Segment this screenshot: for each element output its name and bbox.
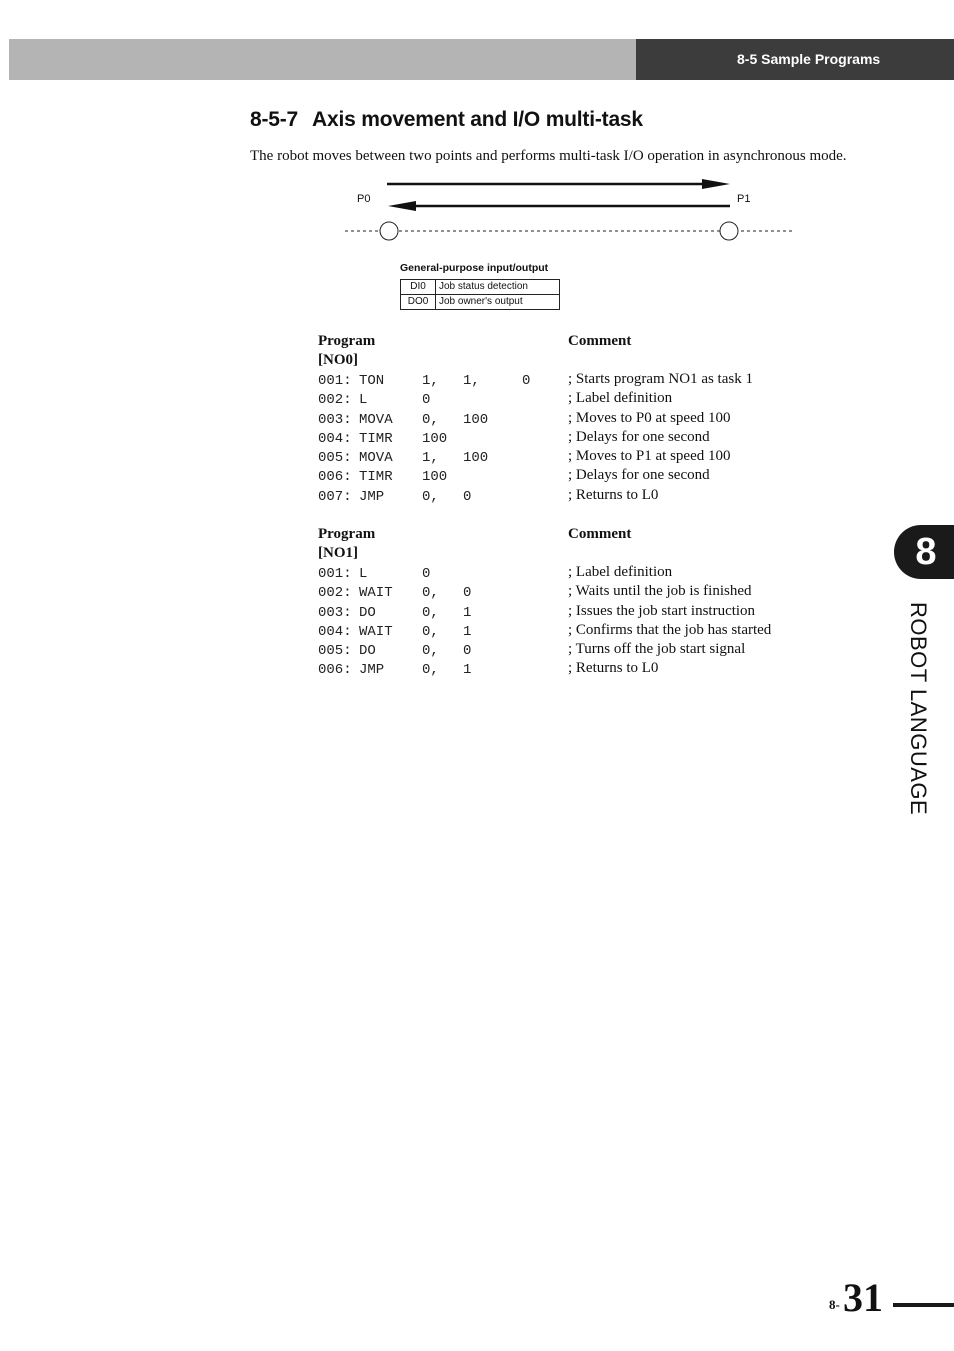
program-line	[318, 410, 838, 429]
line-comment: ; Label definition	[568, 564, 673, 580]
line-command: WAIT	[359, 623, 393, 640]
program-name: [NO1]	[318, 545, 358, 561]
line-comment: ; Moves to P1 at speed 100	[568, 448, 731, 465]
line-comment: ; Returns to L0	[568, 486, 659, 503]
program-line	[318, 564, 838, 583]
line-index: 002:	[318, 585, 352, 602]
page-prefix: 8-	[829, 1297, 840, 1312]
line-arg: 0,	[422, 643, 439, 660]
program-line	[318, 390, 838, 409]
line-comment: ; Confirms that the job has started	[568, 621, 772, 638]
line-arg: 100	[422, 469, 448, 486]
program-line	[318, 467, 838, 486]
line-arg: 1	[463, 623, 472, 640]
line-arg: 0	[422, 566, 431, 582]
program-no1	[318, 526, 838, 680]
line-index: 003:	[318, 411, 352, 428]
line-arg: 0,	[422, 623, 439, 640]
page-rule	[893, 1303, 954, 1307]
arrowhead-left	[388, 201, 416, 211]
line-index: 005:	[318, 450, 352, 467]
intro-paragraph: The robot moves between two points and performs multi-task I/O operation in asynchronous mode.	[250, 148, 847, 164]
motion-diagram	[340, 170, 800, 250]
program-line	[318, 603, 838, 622]
program-line	[318, 622, 838, 641]
line-arg: 100	[422, 430, 448, 447]
line-arg: 0,	[422, 585, 439, 602]
io-row	[401, 295, 560, 310]
io-value: Job status detection	[436, 280, 560, 295]
line-arg: 0	[422, 392, 431, 409]
line-arg: 1,	[463, 373, 480, 389]
line-arg: 0,	[422, 662, 439, 679]
comment-label: Comment	[568, 526, 632, 542]
program-line	[318, 660, 838, 679]
line-comment: ; Delays for one second	[568, 467, 710, 484]
line-index: 005:	[318, 643, 352, 660]
line-command: JMP	[359, 662, 385, 679]
line-arg: 0,	[422, 488, 439, 505]
program-header	[318, 333, 838, 352]
line-command: JMP	[359, 488, 385, 505]
line-arg: 1	[463, 662, 472, 679]
line-comment: ; Waits until the job is finished	[568, 583, 752, 600]
program-line	[318, 487, 838, 506]
line-arg: 0	[522, 373, 531, 389]
line-command: DO	[359, 643, 376, 660]
line-comment: ; Moves to P0 at speed 100	[568, 409, 731, 426]
line-index: 002:	[318, 392, 352, 409]
section-title	[250, 108, 643, 132]
line-command: WAIT	[359, 585, 393, 602]
line-index: 004:	[318, 430, 352, 447]
p0-label: P0	[357, 193, 371, 205]
line-index: 001:	[318, 373, 352, 389]
line-arg: 1	[463, 604, 472, 621]
line-index: 006:	[318, 662, 352, 679]
io-key: DI0	[401, 280, 436, 295]
program-no0	[318, 333, 838, 506]
line-index: 007:	[318, 488, 352, 505]
program-line	[318, 448, 838, 467]
line-command: L	[359, 392, 368, 409]
line-arg: 1,	[422, 373, 439, 389]
line-comment: ; Returns to L0	[568, 660, 659, 677]
program-lines	[318, 371, 838, 506]
program-line	[318, 371, 838, 390]
section-title-text: Axis movement and I/O multi-task	[312, 108, 643, 131]
line-index: 006:	[318, 469, 352, 486]
program-line	[318, 429, 838, 448]
p1-point	[720, 222, 738, 240]
io-row	[401, 280, 560, 295]
io-table	[400, 279, 560, 310]
line-arg: 0,	[422, 604, 439, 621]
line-index: 001:	[318, 566, 352, 582]
line-arg: 100	[463, 450, 489, 467]
line-arg: 100	[463, 411, 489, 428]
header-section-label: 8-5 Sample Programs	[636, 39, 954, 80]
line-index: 003:	[318, 604, 352, 621]
line-command: TIMR	[359, 430, 393, 447]
line-comment: ; Starts program NO1 as task 1	[568, 371, 753, 387]
line-arg: 0	[463, 585, 472, 602]
line-command: MOVA	[359, 450, 393, 467]
line-arg: 0	[463, 643, 472, 660]
comment-label: Comment	[568, 333, 632, 349]
p1-label: P1	[737, 193, 751, 205]
chapter-tab: 8	[894, 525, 954, 579]
line-comment: ; Turns off the job start signal	[568, 641, 746, 658]
line-comment: ; Label definition	[568, 390, 673, 407]
page-number: 31	[843, 1275, 883, 1320]
line-command: DO	[359, 604, 376, 621]
line-command: L	[359, 566, 368, 582]
line-arg: 0,	[422, 411, 439, 428]
line-comment: ; Delays for one second	[568, 428, 710, 445]
program-name: [NO0]	[318, 352, 358, 368]
program-line	[318, 583, 838, 602]
line-command: TIMR	[359, 469, 393, 486]
chapter-title-vertical: ROBOT LANGUAGE	[906, 602, 931, 816]
program-line	[318, 641, 838, 660]
line-arg: 0	[463, 488, 472, 505]
arrowhead-right	[702, 179, 730, 189]
program-lines	[318, 564, 838, 680]
program-label: Program	[318, 526, 376, 542]
program-label: Program	[318, 333, 376, 349]
section-number: 8-5-7	[250, 108, 299, 131]
io-table-title: General-purpose input/output	[400, 262, 549, 274]
program-header	[318, 526, 838, 545]
line-command: TON	[359, 373, 385, 389]
io-value: Job owner's output	[436, 295, 560, 310]
line-arg: 1,	[422, 450, 439, 467]
p0-point	[380, 222, 398, 240]
line-comment: ; Issues the job start instruction	[568, 602, 756, 619]
line-index: 004:	[318, 623, 352, 640]
line-command: MOVA	[359, 411, 393, 428]
io-key: DO0	[401, 295, 436, 310]
header-bar	[9, 39, 636, 80]
